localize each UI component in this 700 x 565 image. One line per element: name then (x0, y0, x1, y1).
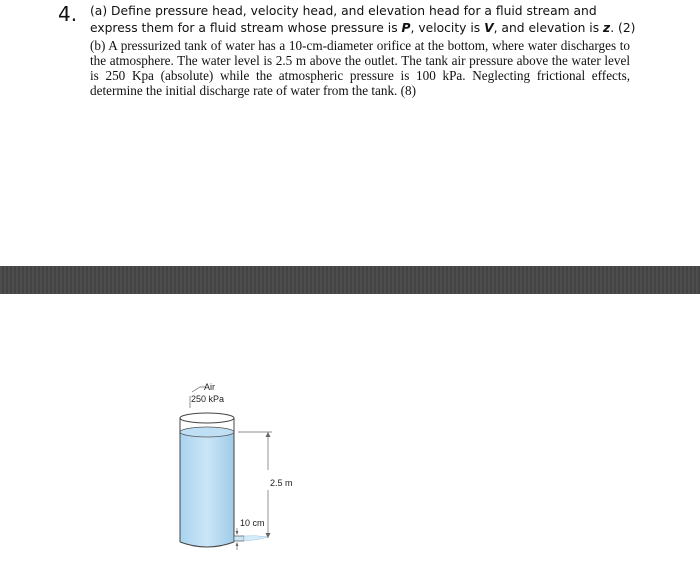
height-label: 2.5 m (270, 478, 293, 488)
air-label: Air (204, 382, 215, 392)
pressure-label: 250 kPa (191, 394, 225, 404)
var-velocity: V (484, 21, 494, 35)
water-body (180, 432, 234, 547)
outlet-pipe (234, 536, 244, 541)
var-elevation: z (603, 21, 611, 35)
dim-arrow-top (266, 432, 271, 437)
question-number: 4. (58, 2, 78, 26)
part-a-sep1: , velocity is (410, 21, 485, 35)
orifice-arrow-bottom (236, 542, 239, 546)
tank-figure (170, 370, 300, 560)
water-surface (180, 427, 234, 437)
page-divider (0, 266, 700, 294)
part-a-sep2: , and elevation is (493, 21, 604, 35)
part-a-prefix: (a) Define pressure head, velocity head, and elevation head for a fluid stream and express them for a fluid stream whose pressure is (90, 4, 597, 35)
question-part-b: (b) A pressurized tank of water has a 10-cm-diameter orifice at the bottom, where water discharges to the atmosphere. The water level is 2.5 m above the outlet. The tank air pressure above the water level is 250 Kpa (absolute) while the atmospheric pressure is 100 kPa. Neglecting frictional effects, determine the initial discharge rate of water from the tank. (8) (90, 38, 630, 98)
orifice-arrow-top (236, 531, 239, 535)
question-part-a (90, 3, 640, 37)
orifice-label: 10 cm (240, 518, 265, 528)
tank-diagram (170, 370, 300, 560)
tank-top (180, 413, 234, 423)
water-jet (244, 536, 268, 541)
var-pressure: P (401, 21, 411, 35)
part-a-suffix: . (2) (610, 21, 636, 35)
